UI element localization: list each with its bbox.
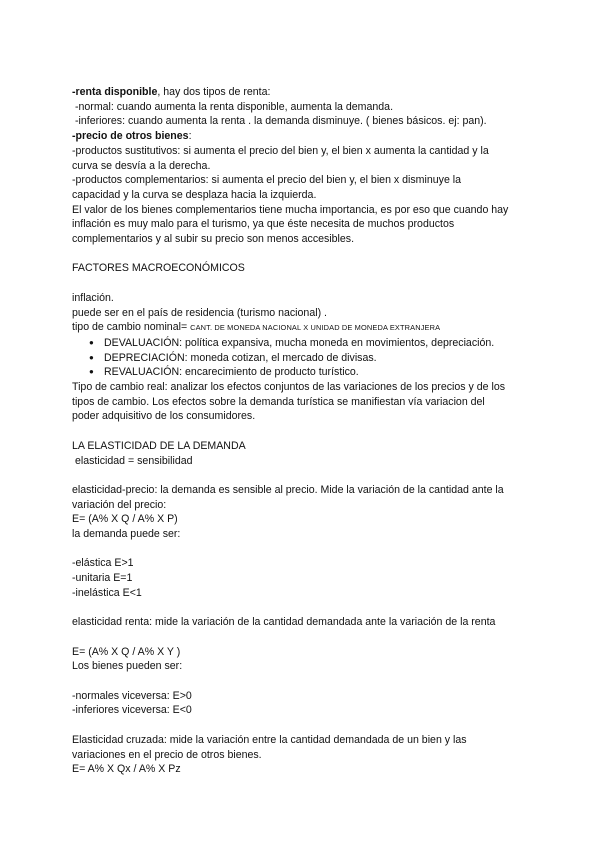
elasticidad-precio-formula: E= (A% X Q / A% X P)	[72, 513, 178, 526]
bienes-pueden-ser: Los bienes pueden ser:	[72, 660, 183, 673]
inelastica-line: -inelástica E<1	[72, 586, 142, 599]
document-page	[72, 85, 532, 777]
bullet-list	[72, 336, 532, 380]
complementarios-line-2: capacidad y la curva se desplaza hacia la izquierda.	[72, 188, 317, 201]
elasticidad-precio-line-2: variación del precio:	[72, 498, 167, 511]
renta-normal-line: -normal: cuando aumenta la renta disponible, aumenta la demanda.	[75, 100, 394, 113]
elastica-line: -elástica E>1	[72, 557, 134, 570]
cambio-real-line-3: poder adquisitivo de los consumidores.	[72, 410, 256, 423]
inferiores-line: -inferiores viceversa: E<0	[72, 704, 192, 717]
sustitutivos-line-2: curva se desvía a la derecha.	[72, 159, 211, 172]
inflacion-line: inflación.	[72, 291, 114, 304]
elasticidad-cruzada-formula: E= A% X Qx / A% X Pz	[72, 763, 181, 776]
tipo-cambio-formula: CANT. DE MONEDA NACIONAL X UNIDAD DE MONEDA EXTRANJERA	[190, 323, 441, 333]
cambio-real-line-2: tipos de cambio. Los efectos sobre la demanda turística se manifiestan vía variacion del	[72, 395, 485, 408]
elasticidad-renta-formula: E= (A% X Q / A% X Y )	[72, 645, 181, 658]
complementarios-line-1: -productos complementarios: si aumenta el precio del bien y, el bien x disminuye la	[72, 174, 462, 187]
renta-inferiores-line: -inferiores: cuando aumenta la renta . la demanda disminuye. ( bienes básicos. ej: pan).	[75, 115, 487, 128]
elasticidad-renta-line: elasticidad renta: mide la variación de la cantidad demandada ante la variación de la renta	[72, 616, 496, 629]
bullet-devaluacion: ● DEVALUACIÓN: política expansiva, mucha moneda en movimientos, depreciación.	[72, 336, 532, 351]
renta-disponible-term: -renta disponible	[72, 86, 158, 98]
macro-heading: FACTORES MACROECONÓMICOS	[72, 262, 245, 275]
elasticidad-cruzada-line-2: variaciones en el precio de otros bienes.	[72, 748, 262, 761]
valor-line-2: inflación es muy malo para el turismo, ya que éste necesita de muchos productos	[72, 218, 455, 231]
renta-disponible-line: -renta disponible, hay dos tipos de renta:	[72, 86, 271, 98]
sustitutivos-line-1: -productos sustitutivos: si aumenta el precio del bien y, el bien x aumenta la cantidad y la	[72, 144, 489, 157]
cambio-real-line-1: Tipo de cambio real: analizar los efectos conjuntos de las variaciones de los precios y de los	[72, 381, 506, 394]
precio-otros-bienes-term: -precio de otros bienes	[72, 130, 189, 143]
bullet-depreciacion: ● DEPRECIACIÓN: moneda cotizan, el mercado de divisas.	[72, 351, 532, 366]
precio-otros-bienes-line: -precio de otros bienes:	[72, 130, 192, 143]
elasticidad-cruzada-line-1: Elasticidad cruzada: mide la variación entre la cantidad demandada de un bien y las	[72, 733, 467, 746]
residencia-line: puede ser en el país de residencia (turismo nacional) .	[72, 306, 327, 319]
valor-line-3: complementarios y al subir su precio son menos accesibles.	[72, 233, 355, 246]
elasticidad-def: elasticidad = sensibilidad	[75, 454, 193, 467]
unitaria-line: -unitaria E=1	[72, 572, 133, 585]
tipo-cambio-nominal-line: tipo de cambio nominal= CANT. DE MONEDA NACIONAL X UNIDAD DE MONEDA EXTRANJERA	[72, 321, 441, 334]
elasticidad-precio-line-1: elasticidad-precio: la demanda es sensible al precio. Mide la variación de la cantidad ante la	[72, 483, 504, 496]
valor-line-1: El valor de los bienes complementarios tiene mucha importancia, es por eso que cuando hay	[72, 203, 509, 216]
bullet-revaluacion: ● REVALUACIÓN: encarecimiento de producto turístico.	[72, 365, 532, 380]
demanda-puede-ser: la demanda puede ser:	[72, 528, 181, 541]
elasticidad-heading: LA ELASTICIDAD DE LA DEMANDA	[72, 439, 246, 452]
normales-line: -normales viceversa: E>0	[72, 689, 192, 702]
